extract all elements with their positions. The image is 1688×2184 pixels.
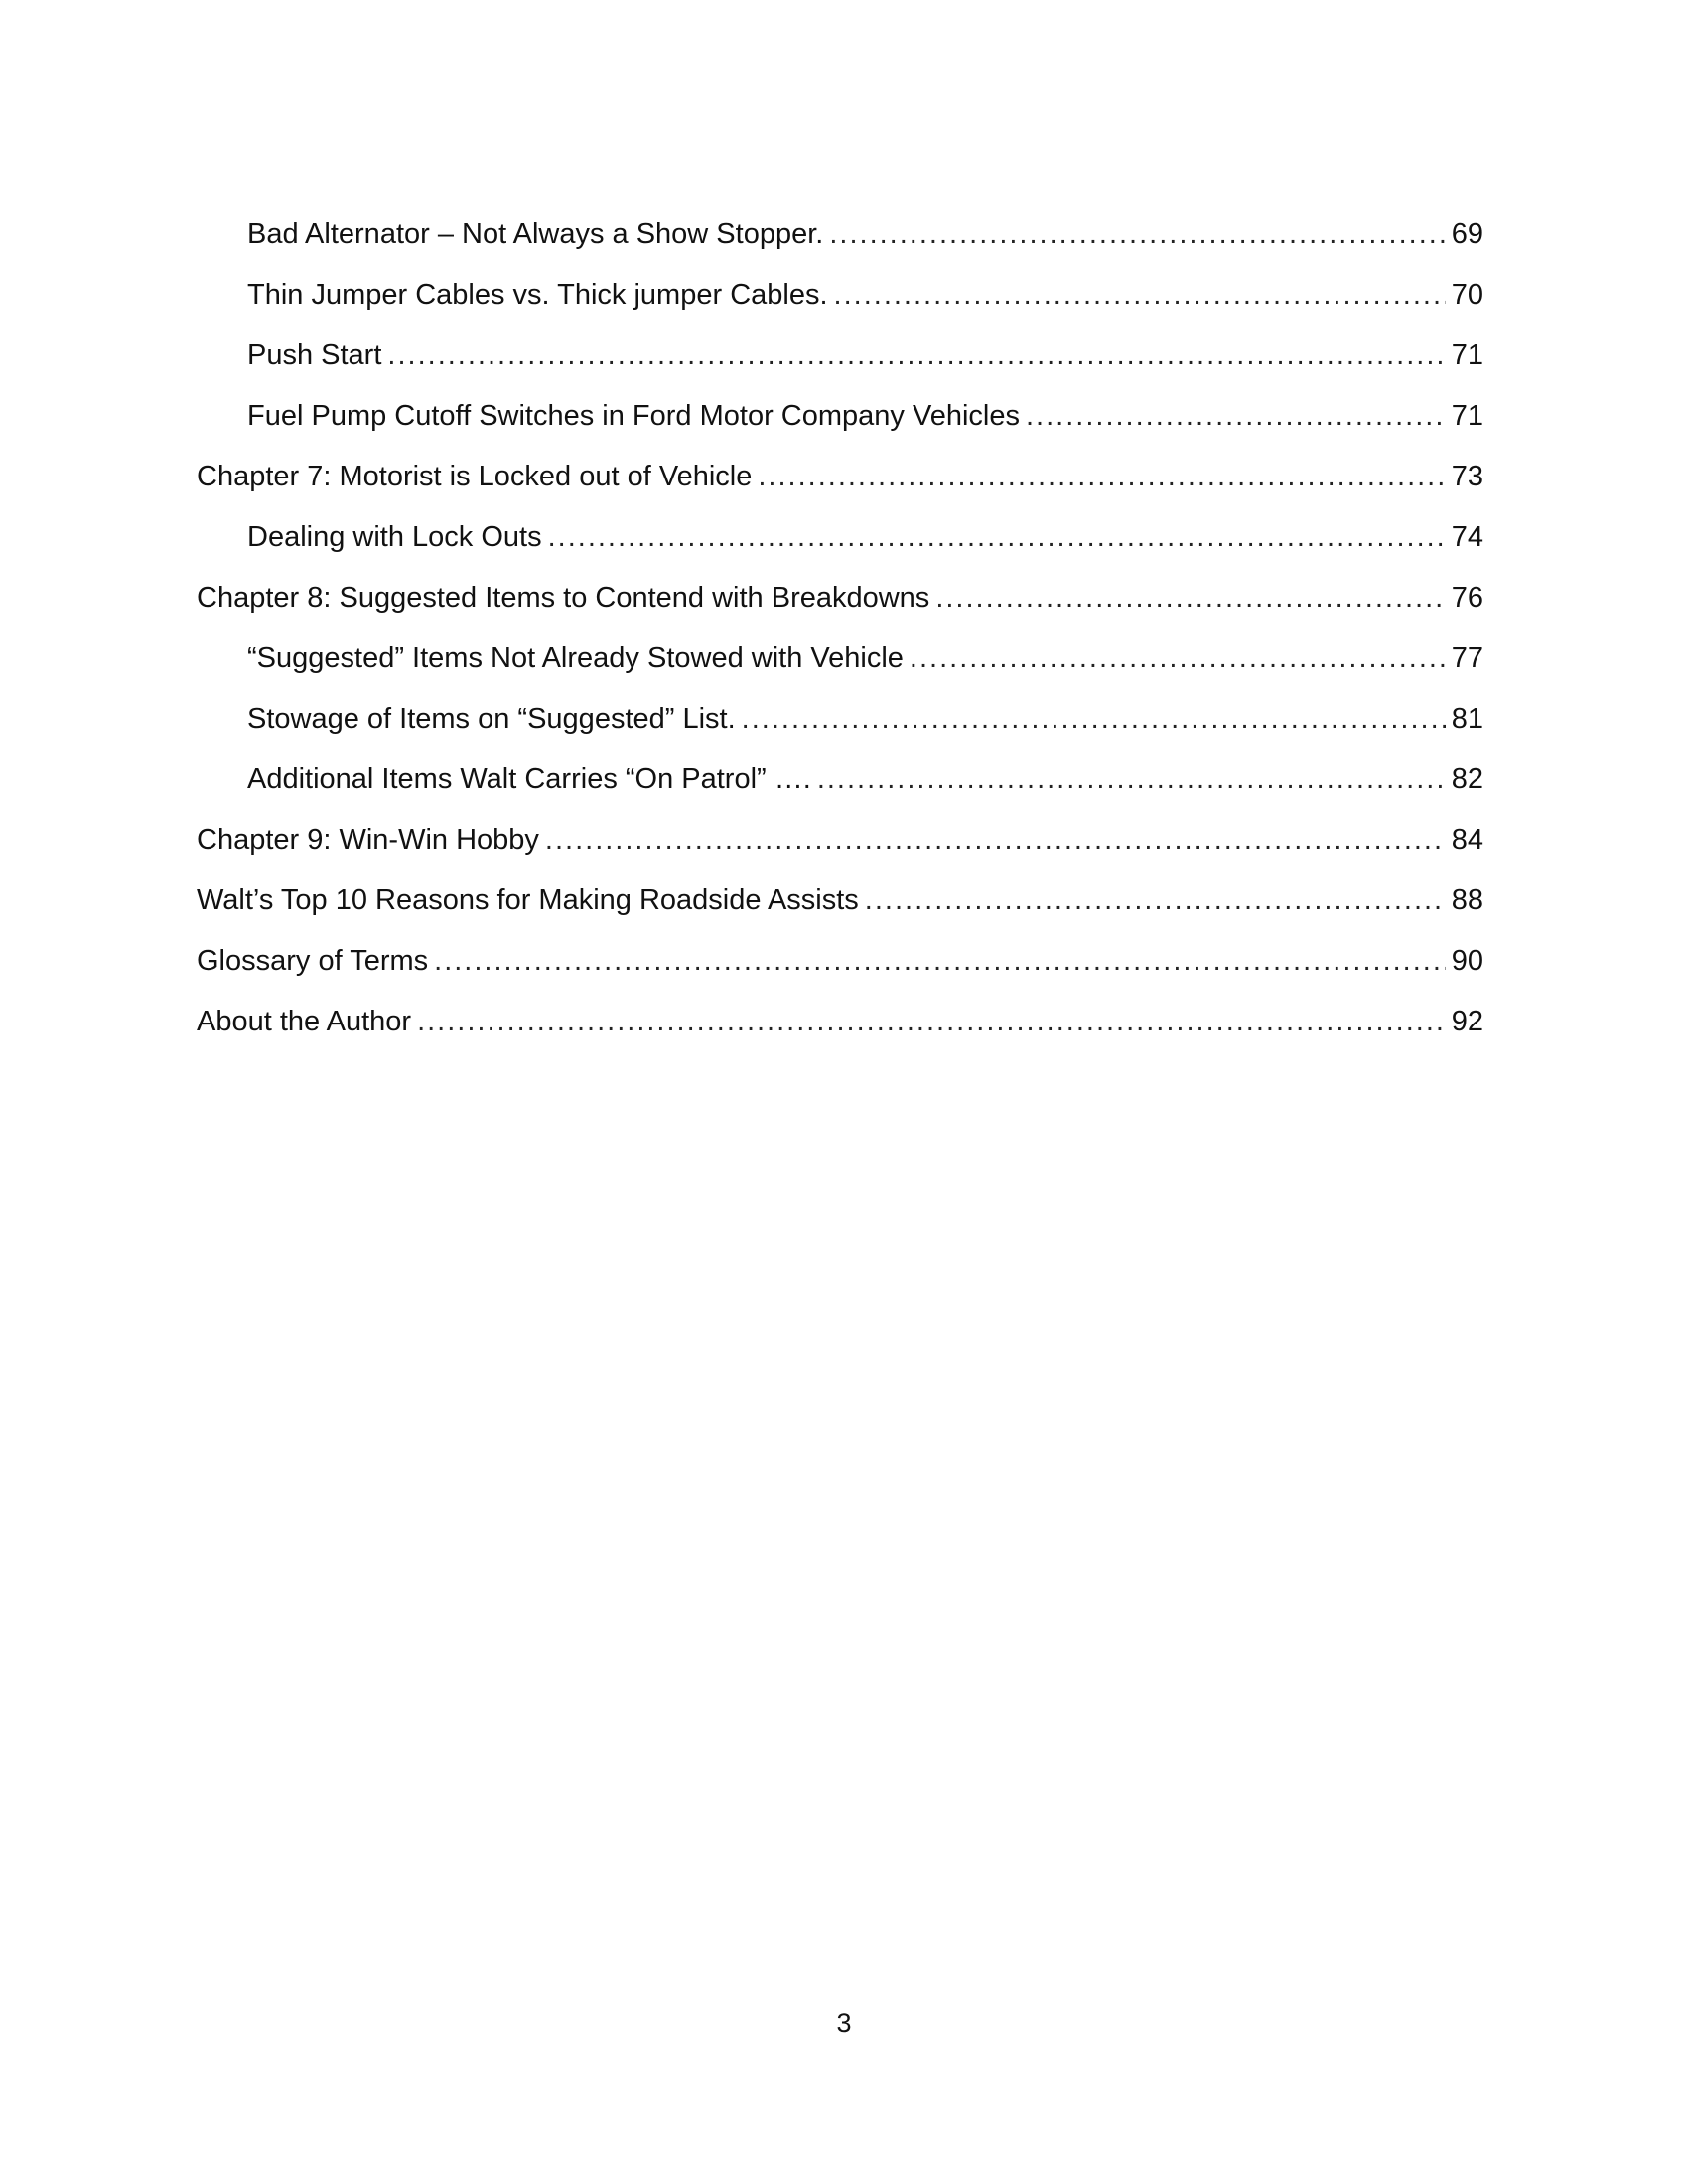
- toc-entry[interactable]: [197, 251, 1483, 312]
- toc-entry-page: 73: [1451, 461, 1483, 492]
- toc-chapter-entry[interactable]: [197, 554, 1483, 614]
- toc-entry-page: 70: [1451, 279, 1483, 311]
- toc-dot-leader: [545, 823, 1446, 857]
- toc-chapter-entry[interactable]: [197, 433, 1483, 493]
- toc-entry-page: 90: [1451, 945, 1483, 977]
- toc-entry-title: Fuel Pump Cutoff Switches in Ford Motor Company Vehicles: [247, 400, 1020, 432]
- toc-dot-leader: [865, 884, 1446, 917]
- page-number: 3: [836, 2008, 852, 2038]
- toc-entry[interactable]: [197, 312, 1483, 372]
- toc-dot-leader: [834, 278, 1446, 312]
- toc-dot-leader: [910, 641, 1446, 675]
- toc-entry-title: Additional Items Walt Carries “On Patrol” ….: [247, 763, 811, 795]
- toc-entry-page: 88: [1451, 885, 1483, 916]
- toc-entry-page: 77: [1451, 642, 1483, 674]
- toc-dot-leader: [1026, 399, 1446, 433]
- toc-chapter-entry[interactable]: [197, 917, 1483, 978]
- toc-entry-page: 74: [1451, 521, 1483, 553]
- toc-dot-leader: [935, 581, 1445, 614]
- toc-entry-page: 81: [1451, 703, 1483, 735]
- toc-entry[interactable]: [197, 614, 1483, 675]
- toc-entry-page: 71: [1451, 400, 1483, 432]
- toc-entry-page: 69: [1451, 218, 1483, 250]
- toc-dot-leader: [829, 217, 1445, 251]
- toc-entry-title: Stowage of Items on “Suggested” List.: [247, 703, 736, 735]
- toc-entry-title: “Suggested” Items Not Already Stowed with Vehicle: [247, 642, 904, 674]
- toc-entry[interactable]: [197, 191, 1483, 251]
- toc-entry-title: Glossary of Terms: [197, 945, 429, 977]
- toc-entry-page: 71: [1451, 340, 1483, 371]
- toc-dot-leader: [548, 520, 1446, 554]
- toc-entry-title: Chapter 8: Suggested Items to Contend with Breakdowns: [197, 582, 930, 614]
- table-of-contents: [197, 191, 1483, 1038]
- toc-dot-leader: [434, 944, 1446, 978]
- toc-dot-leader: [817, 762, 1446, 796]
- toc-entry-title: About the Author: [197, 1006, 412, 1037]
- toc-entry[interactable]: [197, 372, 1483, 433]
- toc-entry-page: 84: [1451, 824, 1483, 856]
- toc-chapter-entry[interactable]: [197, 978, 1483, 1038]
- toc-entry-title: Dealing with Lock Outs: [247, 521, 542, 553]
- toc-entry-page: 82: [1451, 763, 1483, 795]
- toc-dot-leader: [742, 702, 1446, 736]
- toc-entry[interactable]: [197, 493, 1483, 554]
- toc-entry-title: Walt’s Top 10 Reasons for Making Roadside Assists: [197, 885, 859, 916]
- toc-chapter-entry[interactable]: [197, 857, 1483, 917]
- toc-entry-title: Thin Jumper Cables vs. Thick jumper Cables.: [247, 279, 828, 311]
- toc-dot-leader: [417, 1005, 1446, 1038]
- toc-entry-title: Push Start: [247, 340, 382, 371]
- toc-entry[interactable]: [197, 736, 1483, 796]
- toc-entry-title: Chapter 7: Motorist is Locked out of Vehicle: [197, 461, 753, 492]
- toc-entry-title: Bad Alternator – Not Always a Show Stopper.: [247, 218, 824, 250]
- toc-dot-leader: [387, 339, 1445, 372]
- toc-entry-page: 92: [1451, 1006, 1483, 1037]
- toc-entry-title: Chapter 9: Win-Win Hobby: [197, 824, 539, 856]
- toc-entry[interactable]: [197, 675, 1483, 736]
- toc-dot-leader: [758, 460, 1445, 493]
- toc-chapter-entry[interactable]: [197, 796, 1483, 857]
- toc-entry-page: 76: [1451, 582, 1483, 614]
